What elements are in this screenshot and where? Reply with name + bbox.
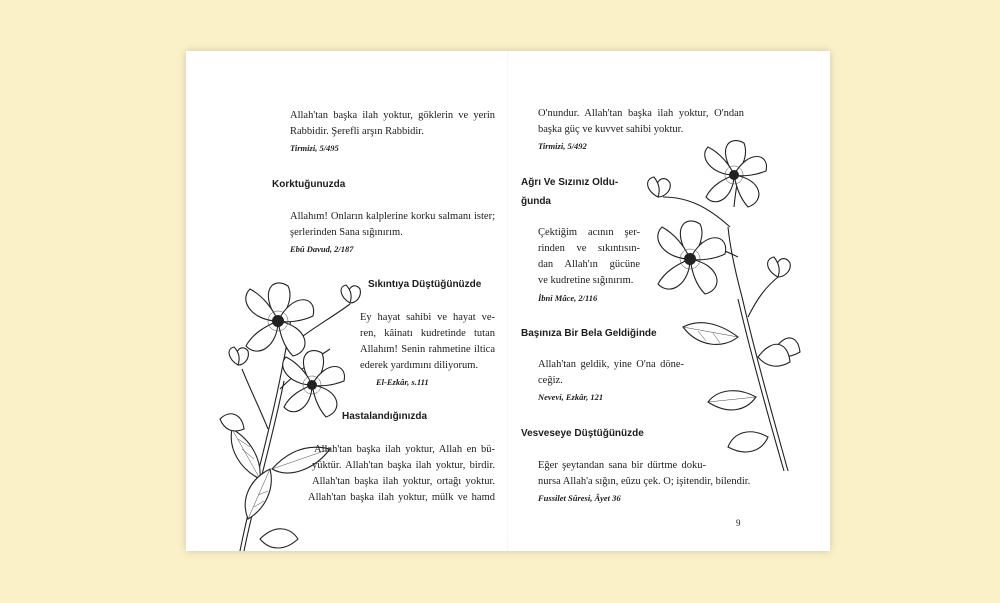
left-source-3: El-Ezkâr, s.111	[376, 377, 429, 387]
open-book	[186, 51, 830, 551]
right-source-2: İbni Mâce, 2/116	[538, 293, 598, 303]
left-p2-line2: şerlerinden Sana sığınırım.	[290, 227, 403, 238]
left-p2-line1: Allahım! Onların kalplerine korku salmanı ister;	[290, 211, 495, 222]
right-heading-2: Başınıza Bir Bela Geldiğinde	[521, 328, 657, 339]
right-p1-line1: O'nundur. Allah'tan başka ilah yoktur, O'ndan	[538, 108, 744, 119]
left-heading-3: Hastalandığınızda	[342, 411, 428, 422]
right-heading-3: Vesveseye Düştüğünüzde	[521, 428, 644, 439]
right-source-1: Tirmizi, 5/492	[538, 141, 587, 151]
flower-illustration-right-icon	[638, 137, 804, 471]
left-p1-line2: Rabbidir. Şerefli arşın Rabbidir.	[290, 126, 424, 137]
left-heading-1: Korktuğunuzda	[272, 179, 346, 190]
left-p3-line2: ren, kâinatı kudretinde tutan	[360, 328, 495, 339]
right-p4-line1: Eğer şeytandan sana bir dürtme doku-	[538, 460, 706, 471]
right-source-3: Nevevi, Ezkâr, 121	[538, 392, 604, 402]
left-p3-line4: ederek yardımını diliyorum.	[360, 360, 479, 371]
right-source-4: Fussilet Sûresi, Âyet 36	[538, 493, 621, 503]
left-p1-line1: Allah'tan başka ilah yoktur, göklerin ve yerin	[290, 110, 495, 121]
left-p3-line3: Allahım! Senin rahmetine iltica	[360, 344, 495, 355]
right-p4-line2: nursa Allah'a sığın, eûzu çek. O; işitendir, bilendir.	[538, 476, 751, 487]
page-number: 9	[736, 518, 741, 528]
right-p2-line3: dan Allah'ın gücüne	[538, 259, 640, 270]
right-p3-line1: Allah'tan geldik, yine O'na döne-	[538, 359, 684, 370]
flower-illustration-left-icon	[220, 269, 360, 551]
left-source-1: Tirmizi, 5/495	[290, 143, 339, 153]
right-p1-line2: başka güç ve kuvvet sahibi yoktur.	[538, 124, 684, 135]
left-source-2: Ebû Davud, 2/187	[290, 244, 354, 254]
left-heading-2: Sıkıntıya Düştüğünüzde	[368, 279, 482, 290]
left-p4-line1: Allah'tan başka ilah yoktur, Allah en bü-	[314, 444, 495, 455]
book-spine	[507, 51, 509, 551]
left-p4-line3: Allah'tan başka ilah yoktur, ortağı yoktur.	[312, 476, 495, 487]
right-heading-1a: Ağrı Ve Sızınız Oldu-	[521, 177, 619, 188]
right-p2-line1: Çektiğim acının şer-	[538, 227, 640, 238]
left-p4-line4: Allah'tan başka ilah yoktur, mülk ve hamd	[308, 492, 495, 503]
right-p2-line2: rinden ve sıkıntısın-	[538, 243, 640, 254]
left-p3-line1: Ey hayat sahibi ve hayat ve-	[360, 312, 495, 323]
right-heading-1b: ğunda	[521, 196, 551, 207]
right-p2-line4: ve kudretine sığınırım.	[538, 275, 634, 286]
right-p3-line2: ceğiz.	[538, 375, 563, 386]
left-p4-line2: yüktür. Allah'tan başka ilah yoktur, birdir.	[312, 460, 495, 471]
